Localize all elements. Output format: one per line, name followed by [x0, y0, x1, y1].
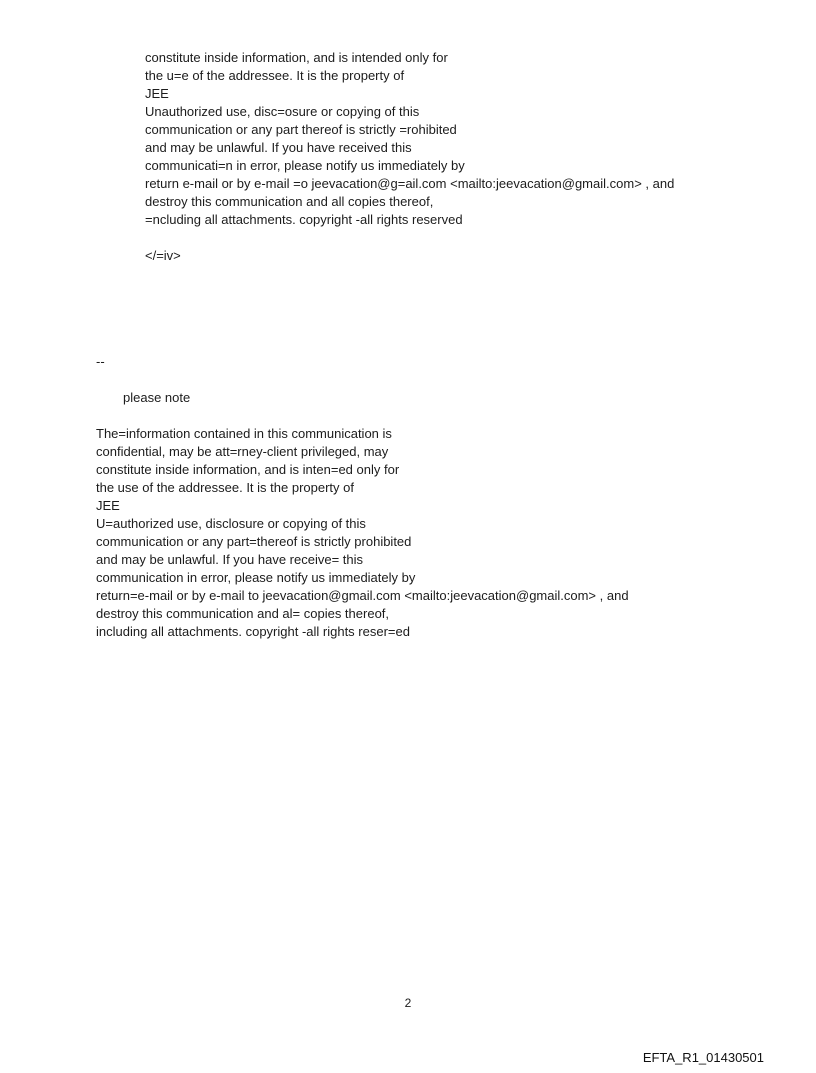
- signature-separator: --: [96, 354, 105, 369]
- text-line: [145, 229, 674, 247]
- text-line: JEE: [96, 498, 120, 513]
- email-disclaimer-bottom-block: [96, 425, 629, 641]
- text-line: the u=e of the addressee. It is the property of: [145, 68, 405, 83]
- text-line: and may be unlawful. If you have receive= this: [96, 552, 364, 567]
- email-disclaimer-top-block: [145, 49, 674, 265]
- text-line: U=authorized use, disclosure or copying of this: [96, 516, 366, 531]
- text-line: constitute inside information, and is intended only for: [145, 50, 448, 65]
- text-line: destroy this communication and al= copies thereof,: [96, 606, 390, 621]
- text-line: communication or any part=thereof is strictly prohibited: [96, 534, 412, 549]
- text-line: confidential, may be att=rney-client privileged, may: [96, 444, 389, 459]
- text-line: </=iv>: [145, 248, 181, 263]
- text-line: the use of the addressee. It is the property of: [96, 480, 354, 495]
- text-line: =ncluding all attachments. copyright -all rights reserved: [145, 212, 463, 227]
- text-line: communicati=n in error, please notify us immediately by: [145, 158, 465, 173]
- text-line: JEE: [145, 86, 169, 101]
- text-line: communication in error, please notify us immediately by: [96, 570, 416, 585]
- text-line: including all attachments. copyright -all rights reser=ed: [96, 624, 410, 639]
- text-line: constitute inside information, and is inten=ed only for: [96, 462, 400, 477]
- please-note-label: please note: [123, 390, 191, 405]
- bates-number: EFTA_R1_01430501: [642, 1050, 764, 1065]
- text-line: destroy this communication and all copies thereof,: [145, 194, 434, 209]
- page-number: 2: [404, 996, 412, 1010]
- text-line: The=information contained in this communication is: [96, 426, 392, 441]
- text-line: communication or any part thereof is strictly =rohibited: [145, 122, 457, 137]
- text-line: return=e-mail or by e-mail to jeevacation@gmail.com <mailto:jeevacation@gmail.com> , and: [96, 588, 629, 603]
- text-line: Unauthorized use, disc=osure or copying of this: [145, 104, 420, 119]
- text-line: return e-mail or by e-mail =o jeevacation@g=ail.com <mailto:jeevacation@gmail.com> , and: [145, 176, 675, 191]
- text-line: and may be unlawful. If you have received this: [145, 140, 412, 155]
